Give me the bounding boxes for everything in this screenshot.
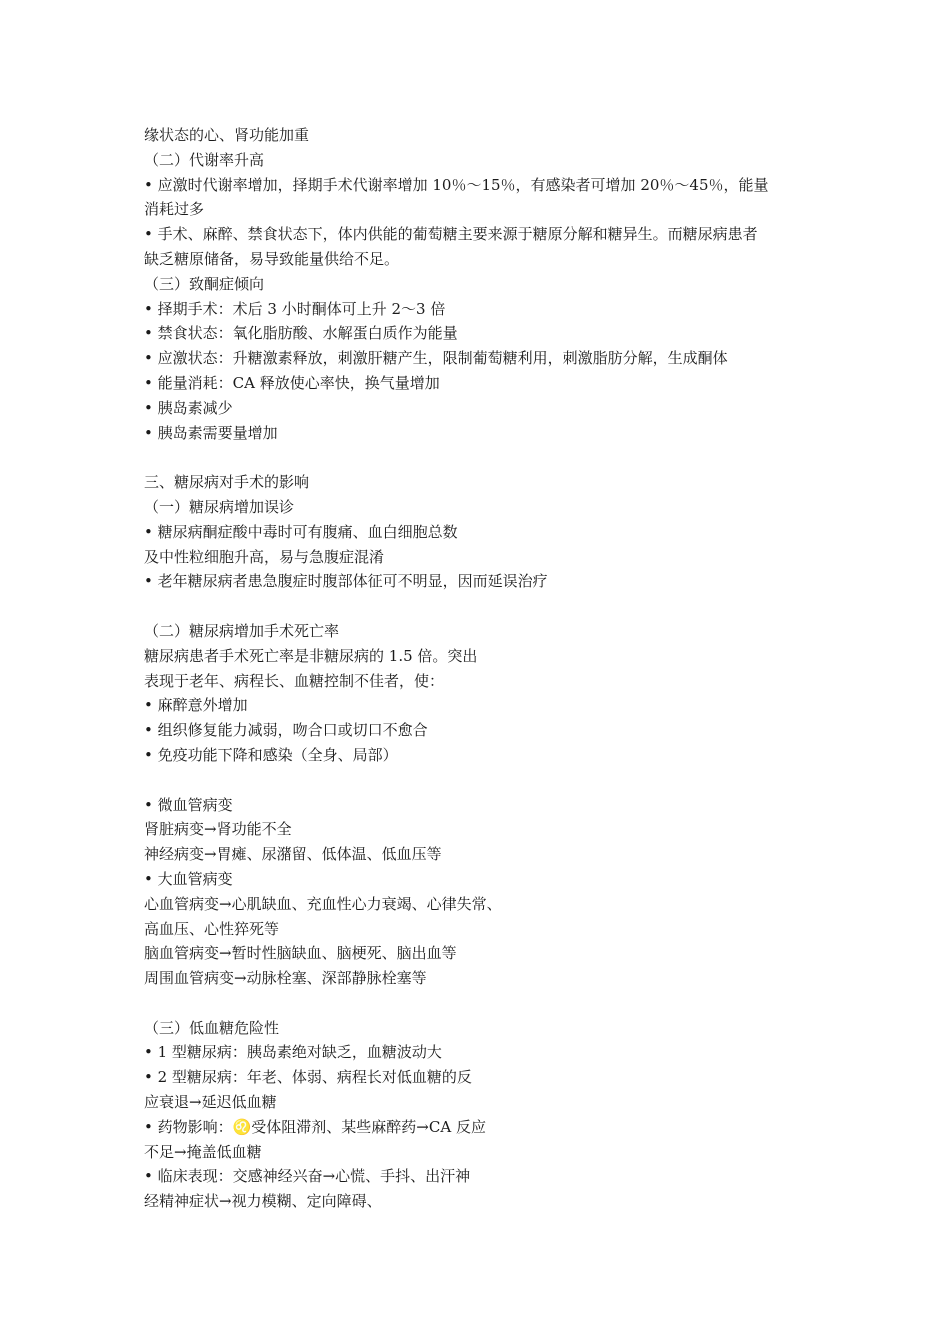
text-line: 缺乏糖原储备，易导致能量供给不足。	[144, 249, 400, 268]
section-heading: （二）糖尿病增加手术死亡率	[144, 621, 340, 640]
text-line: 及中性粒细胞升高，易与急腹症混淆	[144, 547, 385, 566]
text-line: 表现于老年、病程长、血糖控制不佳者，使：	[144, 671, 445, 690]
text-line: 经精神症状→视力模糊、定向障碍、	[144, 1192, 382, 1211]
text-line: 脑血管病变→暂时性脑缺血、脑梗死、脑出血等	[144, 944, 457, 963]
text-line: 不足→掩盖低血糖	[144, 1142, 262, 1161]
bullet-item: • 麻醉意外增加	[144, 696, 248, 715]
text-line: 肾脏病变→肾功能不全	[144, 820, 292, 839]
blank-line	[144, 768, 824, 793]
text-line: 神经病变→胃瘫、尿潴留、低体温、低血压等	[144, 845, 442, 864]
blank-line	[144, 445, 824, 470]
bullet-item: • 糖尿病酮症酸中毒时可有腹痛、血白细胞总数	[144, 522, 458, 541]
bullet-item: • 胰岛素需要量增加	[144, 423, 278, 442]
bullet-item: • 胰岛素减少	[144, 398, 233, 417]
section-heading: （三）致酮症倾向	[144, 274, 265, 293]
bullet-item: • 手术、麻醉、禁食状态下，体内供能的葡萄糖主要来源于糖原分解和糖异生。而糖尿病患者	[144, 225, 758, 244]
blank-line	[144, 594, 824, 619]
bullet-item: • 应激时代谢率增加，择期手术代谢率增加 10％～15％，有感染者可增加 20％～45％，能量	[144, 175, 769, 194]
bullet-item: • 2 型糖尿病：年老、体弱、病程长对低血糖的反	[144, 1068, 472, 1087]
text-line: 心血管病变→心肌缺血、充血性心力衰竭、心律失常、	[144, 894, 502, 913]
text-line: 高血压、心性猝死等	[144, 919, 280, 938]
text-line: 糖尿病患者手术死亡率是非糖尿病的 1.5 倍。突出	[144, 646, 478, 665]
bullet-item: • 老年糖尿病者患急腹症时腹部体征可不明显，因而延误治疗	[144, 572, 548, 591]
bullet-item: • 应激状态：升糖激素释放，刺激肝糖产生，限制葡萄糖利用，刺激脂肪分解，生成酮体	[144, 349, 728, 368]
bullet-item: • 1 型糖尿病：胰岛素绝对缺乏，血糖波动大	[144, 1043, 442, 1062]
bullet-item: • 大血管病变	[144, 869, 233, 888]
bullet-item: • 临床表现：交感神经兴奋→心慌、手抖、出汗神	[144, 1167, 471, 1186]
document-body	[144, 123, 824, 1214]
bullet-item: • 微血管病变	[144, 795, 233, 814]
chapter-heading: 三、糖尿病对手术的影响	[144, 473, 310, 492]
bullet-item: • 禁食状态：氧化脂肪酸、水解蛋白质作为能量	[144, 324, 458, 343]
section-heading: （一）糖尿病增加误诊	[144, 497, 295, 516]
text-line: 消耗过多	[144, 200, 205, 219]
section-heading: （三）低血糖危险性	[144, 1018, 280, 1037]
blank-line	[144, 991, 824, 1016]
bullet-item: • 免疫功能下降和感染（全身、局部）	[144, 745, 398, 764]
text-line: 周围血管病变→动脉栓塞、深部静脉栓塞等	[144, 969, 427, 988]
bullet-item: • 能量消耗：CA 释放使心率快，换气量增加	[144, 373, 440, 392]
bullet-item: • 择期手术：术后 3 小时酮体可上升 2～3 倍	[144, 299, 446, 318]
text-line: 应衰退→延迟低血糖	[144, 1093, 277, 1112]
text-line: 缘状态的心、肾功能加重	[144, 126, 310, 144]
bullet-item: • 药物影响：♌受体阻滞剂、某些麻醉药→CA 反应	[144, 1117, 486, 1136]
section-heading: （二）代谢率升高	[144, 150, 265, 169]
bullet-item: • 组织修复能力减弱，吻合口或切口不愈合	[144, 721, 428, 740]
